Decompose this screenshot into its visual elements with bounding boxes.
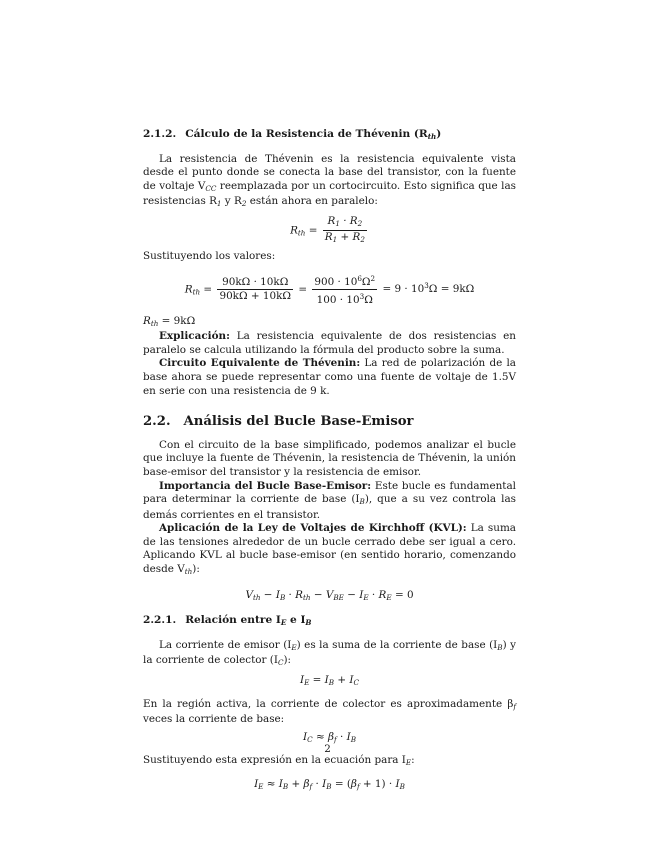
subscript: th bbox=[427, 132, 437, 141]
section-title: Cálculo de la Resistencia de Thévenin (R bbox=[185, 128, 428, 140]
section-number: 2.1.2. bbox=[143, 128, 177, 140]
section-heading-2-2-1: 2.2.1. Relación entre $I_E$ e $I_B$ bbox=[143, 614, 312, 628]
fraction: $\frac{90k\Omega \cdot 10k\Omega}{90k\Omega + 10k\Omega}$ bbox=[219, 275, 292, 302]
equation-rth-values: $R_{th}$ = $\frac{90k\Omega \cdot 10k\Omega}{90k\Omega + 10k\Omega}$ = $\frac{900 \cdot 10^6\Omega^2}{100 \cdot 10^3\Omega}$ = $9 \cdot 10^3\Omega = 9k\Omega$ bbox=[184, 273, 475, 306]
paragraph-explicacion: Explicación: La resistencia equivalente de dos resistencias en paralelo se calcula utilizando la fórmula del producto sobre la suma. bbox=[143, 330, 516, 356]
section-heading-2-2: 2.2. Análisis del Bucle Base-Emisor bbox=[143, 414, 414, 430]
fraction: $\frac{R_1 \cdot R_2}{R_1 + R_2}$ bbox=[324, 214, 365, 244]
document-body bbox=[143, 128, 516, 798]
paragraph-corriente-emisor: La corriente de emisor $(I_E)$ es la suma de la corriente de base $(I_B)$ y la corriente de colector $(I_C)$: bbox=[143, 638, 516, 668]
paragraph-sustituyendo-ie: Sustituyendo esta expresión en la ecuación para $I_E$: bbox=[143, 754, 415, 768]
paragraph-substituting: Sustituyendo los valores: bbox=[143, 249, 276, 262]
paragraph-bucle-intro: Con el circuito de la base simplificado, podemos analizar el bucle que incluye la fuente de Thévenin, la resistencia de Thévenin, la unión base-emisor del transistor y la resistencia de emisor. bbox=[143, 438, 516, 478]
paragraph-circuito-equivalente: Circuito Equivalente de Thévenin: La red de polarización de la base ahora se puede representar como una fuente de voltaje de 1.5V en serie con una resistencia de 9 k. bbox=[143, 357, 516, 397]
title-end: ) bbox=[436, 128, 442, 140]
paragraph-thevenin-intro: La resistencia de Thévenin es la resistencia equivalente vista desde el punto donde se conecta la base del transistor, con la fuente de voltaje $V_{CC}$ reemplazada por un cortocircuito. Esto significa que las resistencias $R_1$ y $R_2$ están ahora en paralelo: bbox=[143, 152, 516, 209]
fraction: $\frac{900 \cdot 10^6\Omega^2}{100 \cdot 10^3\Omega}$ bbox=[314, 273, 376, 306]
equation-ic-beta: $I_C \approx \beta_f \cdot I_B$ bbox=[303, 730, 356, 744]
equation-ie-sum: $I_E = I_B + I_C$ bbox=[299, 674, 360, 688]
page-number: 2 bbox=[324, 743, 331, 755]
paragraph-region-activa: En la región activa, la corriente de colector es aproximadamente $\beta_f$ veces la corriente de base: bbox=[143, 697, 516, 726]
equation-rth-formula: $R_{th}$ = $\frac{R_1 \cdot R_2}{R_1 + R_2}$ bbox=[290, 214, 365, 244]
equation-kvl: $V_{th} - I_B \cdot R_{th} - V_{BE} - I_E \cdot R_E = 0$ bbox=[245, 588, 414, 602]
equation-ie-beta: $I_E \approx I_B + \beta_f \cdot I_B = (\beta_f + 1) \cdot I_B$ bbox=[254, 778, 405, 791]
paragraph-kvl: Aplicación de la Ley de Voltajes de Kirchhoff (KVL): La suma de las tensiones alrededor de un bucle cerrado debe ser igual a cero. Aplicando KVL al bucle base-emisor (en sentido horario, comenzando desde $V_{th}$): bbox=[143, 522, 516, 577]
paragraph-rth-result: $R_{th} = 9k\Omega$ bbox=[143, 314, 196, 328]
paragraph-importancia: Importancia del Bucle Base-Emisor: Este bucle es fundamental para determinar la corriente de base $(I_B)$, que a su vez controla las demás corrientes en el transistor. bbox=[143, 479, 516, 521]
section-heading-2-1-2 bbox=[143, 128, 516, 144]
